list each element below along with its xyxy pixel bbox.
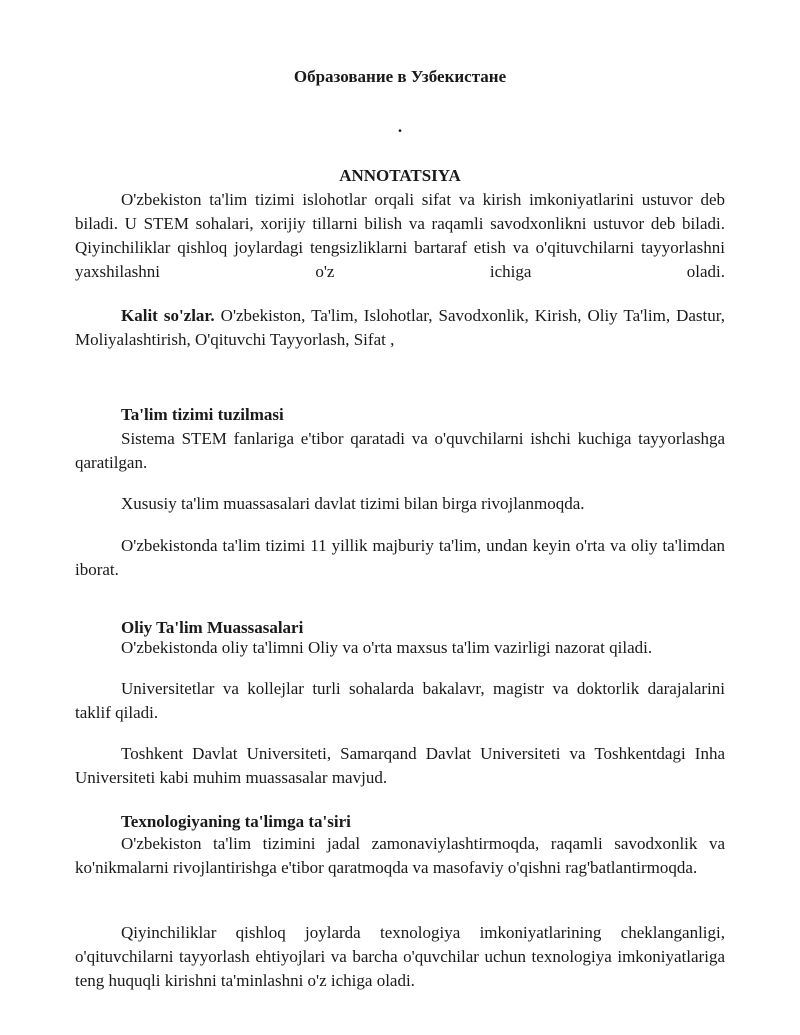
section3-paragraph-2: Qiyinchiliklar qishloq joylarda texnologiya imkoniyatlarining cheklanganligi, o'qituvchilarni tayyorlash ehtiyojlari va barcha o'quvchilar uchun texnologiya imkoniyatlariga teng huquqli kirishni ta'minlashni o'z ichiga oladi.	[75, 923, 725, 990]
section1-paragraph-3: O'zbekistonda ta'lim tizimi 11 yillik majburiy ta'lim, undan keyin o'rta va oliy ta'limdan iborat.	[75, 536, 725, 579]
section-heading-higher-education: Oliy Ta'lim Muassasalari	[121, 618, 304, 637]
keywords-label: Kalit so'zlar.	[121, 306, 215, 325]
section1-paragraph-1: Sistema STEM fanlariga e'tibor qaratadi va o'quvchilarni ishchi kuchiga tayyorlashga qaratilgan.	[75, 429, 725, 472]
section2-paragraph-2: Universitetlar va kollejlar turli sohalarda bakalavr, magistr va doktorlik darajalarini taklif qiladi.	[75, 679, 725, 722]
section-heading-structure: Ta'lim tizimi tuzilmasi	[121, 405, 284, 424]
section1-paragraph-2: Xususiy ta'lim muassasalari davlat tizimi bilan birga rivojlanmoqda.	[121, 494, 585, 513]
annotation-heading: ANNOTATSIYA	[339, 166, 461, 185]
section2-paragraph-1: O'zbekistonda oliy ta'limni Oliy va o'rta maxsus ta'lim vazirligi nazorat qiladi.	[121, 638, 653, 657]
document-title: Образование в Узбекистане	[293, 67, 507, 86]
section3-paragraph-1: O'zbekiston ta'lim tizimini jadal zamonaviylashtirmoqda, raqamli savodxonlik va ko'nikmalarni rivojlantirishga e'tibor qaratmoqda va masofaviy o'qishni rag'batlantirmoqda.	[75, 834, 725, 877]
section2-paragraph-3: Toshkent Davlat Universiteti, Samarqand Davlat Universiteti va Toshkentdagi Inha Universiteti kabi muhim muassasalar mavjud.	[75, 744, 725, 787]
keywords-text: O'zbekiston, Ta'lim, Islohotlar, Savodxonlik, Kirish, Oliy Ta'lim, Dastur, Moliyalashtirish, O'qituvchi Tayyorlash, Sifat ,	[75, 306, 725, 349]
separator-dot: .	[397, 117, 403, 136]
section-heading-technology: Texnologiyaning ta'limga ta'siri	[121, 812, 351, 831]
keywords-paragraph	[75, 304, 725, 352]
annotation-paragraph: O'zbekiston ta'lim tizimi islohotlar orqali sifat va kirish imkoniyatlarini ustuvor deb biladi. U STEM sohalari, xorijiy tillarni bilish va raqamli savodxonlikni ustuvor deb biladi. Qiyinchiliklar qishloq joylardagi tengsizliklarni bartaraf etish va o'qituvchilarni tayyorlashni yaxshilashni o'z ichiga oladi.	[75, 190, 725, 281]
